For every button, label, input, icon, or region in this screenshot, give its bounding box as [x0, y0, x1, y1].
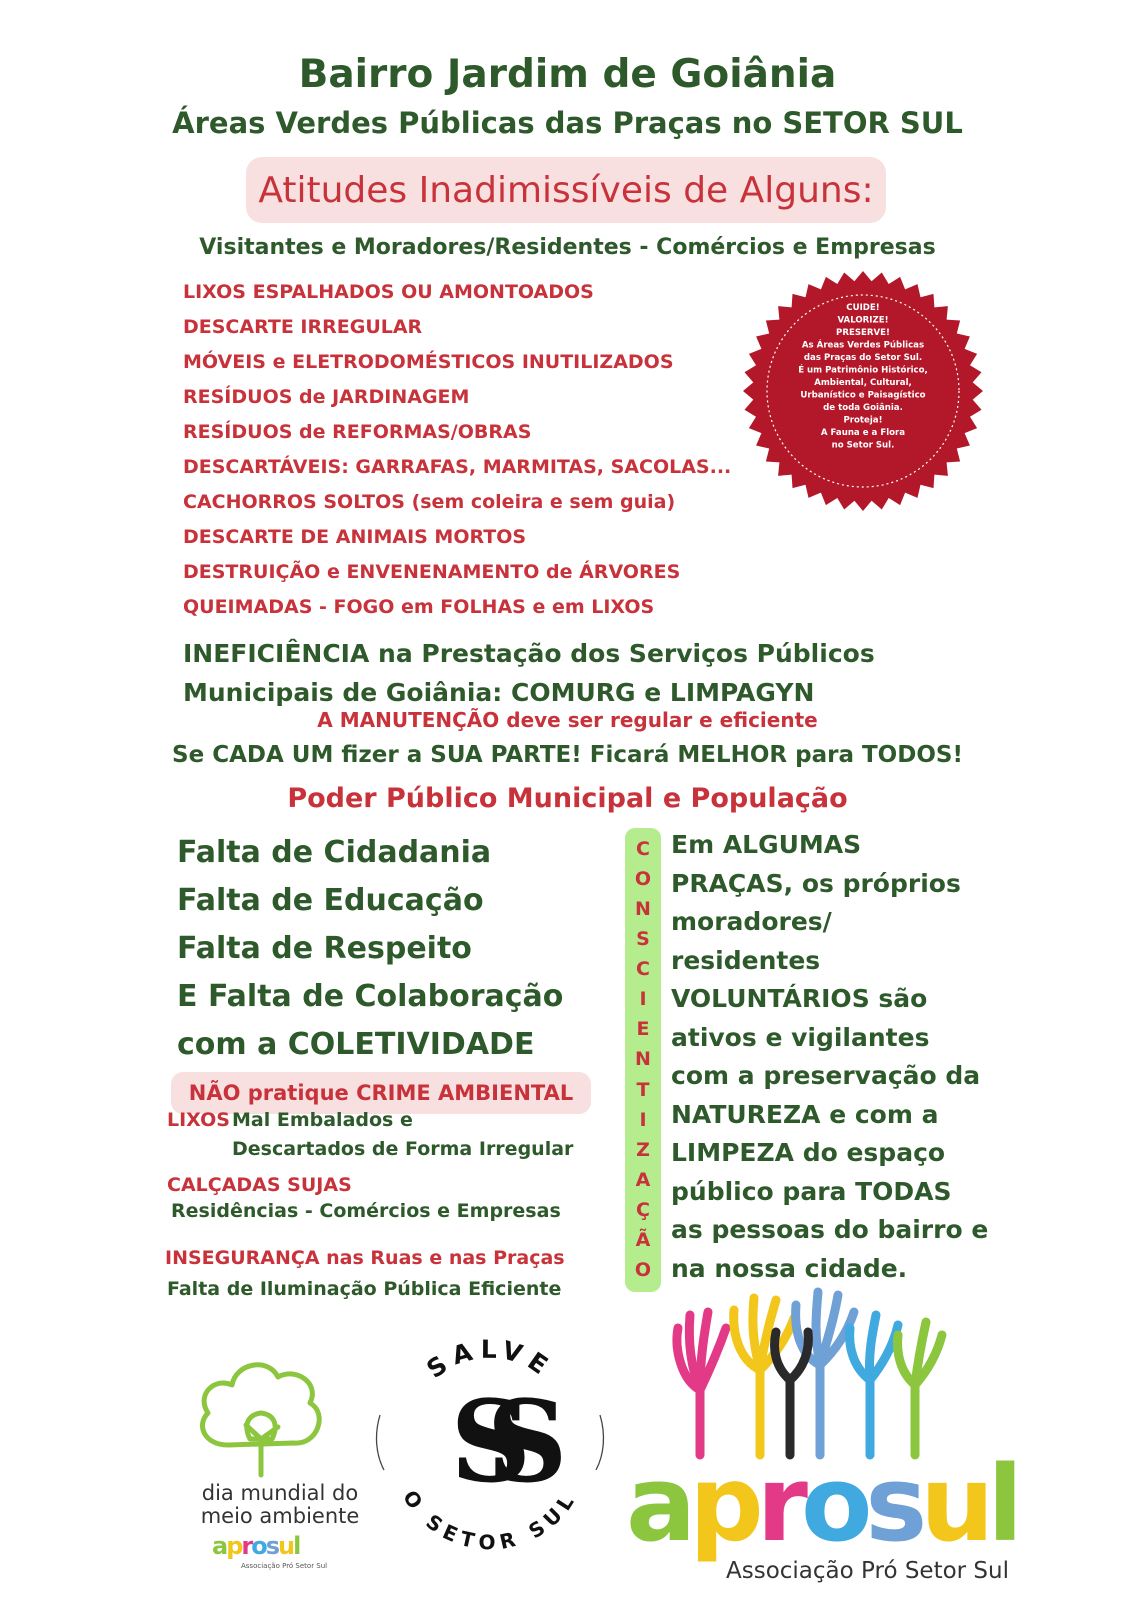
vertical-letter: S: [636, 927, 650, 950]
list-item: DESCARTÁVEIS: GARRAFAS, MARMITAS, SACOLAS...: [183, 456, 732, 478]
seal-text: Ambiental, Cultural,: [814, 378, 912, 388]
salve-setor-sul-logo: [370, 1315, 610, 1575]
inefficiency-block: [183, 634, 875, 712]
text-line: NATUREZA e com a: [671, 1099, 939, 1129]
volunteers-text: [671, 830, 1011, 1292]
seal-text: As Áreas Verdes Públicas: [801, 340, 925, 351]
text-line: público para TODAS: [671, 1176, 952, 1206]
seal-text: A Fauna e a Flora: [820, 428, 906, 438]
lacks-list: [177, 835, 563, 1075]
logo-letter: l: [987, 1443, 1016, 1565]
ornament-left: [377, 1415, 384, 1470]
list-item: DESCARTE DE ANIMAIS MORTOS: [183, 526, 527, 548]
text-line: moradores/: [671, 907, 832, 936]
attitudes-banner: Atitudes Inadimissíveis de Alguns:: [246, 157, 886, 223]
problems-list: [183, 281, 731, 631]
text-line: PRAÇAS, os próprios: [671, 868, 961, 898]
text-line: residentes: [671, 945, 821, 975]
text-line: Em ALGUMAS: [671, 830, 862, 859]
inefficiency-line: INEFICIÊNCIA na Prestação dos Serviços Públicos: [183, 639, 875, 668]
logo-letter: o: [800, 1443, 866, 1565]
env-day-line: dia mundial do: [201, 1481, 359, 1505]
logo-letter: r: [756, 1443, 801, 1565]
seal-text: É um Patrimônio Histórico,: [798, 365, 928, 376]
crime-warning-banner: NÃO pratique CRIME AMBIENTAL: [171, 1072, 591, 1114]
text-line: ativos e vigilantes: [671, 1022, 930, 1052]
vertical-letter: T: [636, 1078, 650, 1101]
vertical-letter: Ã: [635, 1229, 651, 1252]
power-heading: Poder Público Municipal e População: [287, 783, 848, 814]
page-title: Bairro Jardim de Goiânia: [298, 52, 837, 97]
seal-text: Urbanístico e Paisagístico: [800, 390, 926, 401]
logo-letter: r: [241, 1532, 252, 1560]
preserve-seal: [740, 268, 986, 514]
list-item: DESCARTE IRREGULAR: [183, 316, 423, 338]
text-line: LIMPEZA do espaço: [671, 1138, 946, 1167]
lixos-desc-1: Mal Embalados e: [232, 1109, 413, 1131]
salve-bottom-text: O SETOR SUL: [398, 1485, 582, 1555]
list-item: RESÍDUOS de REFORMAS/OBRAS: [183, 421, 532, 443]
env-day-caption: [180, 1482, 380, 1528]
aprosul-logo-text: [626, 1443, 1016, 1565]
lixos-label: LIXOS: [167, 1109, 230, 1131]
vertical-letter: Ç: [636, 1199, 650, 1222]
raised-hands-icon: [660, 1280, 960, 1460]
list-item: E Falta de Colaboração: [177, 979, 564, 1014]
inseguranca-label: INSEGURANÇA nas Ruas e nas Praças: [165, 1247, 565, 1269]
tree-bulb-icon: [186, 1355, 336, 1480]
seal-text: Proteja!: [843, 415, 883, 426]
slogan: Se CADA UM fizer a SUA PARTE! Ficará MELHOR para TODOS!: [172, 742, 963, 768]
vertical-letter: C: [636, 837, 650, 860]
page-subtitle: Áreas Verdes Públicas das Praças no SETOR SUL: [172, 106, 963, 140]
audience-line: Visitantes e Moradores/Residentes - Comércios e Empresas: [199, 235, 936, 260]
list-item: Falta de Respeito: [177, 931, 472, 966]
vertical-letter: N: [635, 897, 651, 920]
inefficiency-line: Municipais de Goiânia: COMURG e LIMPAGYN: [183, 678, 815, 707]
vertical-letter: C: [636, 958, 650, 981]
list-item: CACHORROS SOLTOS (sem coleira e sem guia): [183, 491, 676, 513]
env-day-line: meio ambiente: [200, 1504, 360, 1528]
salve-monogram: SS: [450, 1377, 526, 1508]
vertical-letter: I: [639, 988, 647, 1011]
aprosul-caption: Associação Pró Setor Sul: [726, 1558, 1009, 1584]
logo-letter: l: [293, 1532, 300, 1560]
ornament-right: [596, 1415, 603, 1470]
list-item: DESTRUIÇÃO e ENVENENAMENTO de ÁRVORES: [183, 561, 681, 583]
inseguranca-desc: Falta de Iluminação Pública Eficiente: [167, 1278, 562, 1300]
logo-letter: a: [212, 1532, 227, 1560]
logo-letter: u: [920, 1443, 988, 1565]
seal-text: no Setor Sul.: [831, 440, 895, 451]
logo-letter: a: [626, 1443, 690, 1565]
vertical-letter: A: [635, 1168, 651, 1191]
text-line: na nossa cidade.: [671, 1253, 908, 1283]
list-item: com a COLETIVIDADE: [177, 1027, 535, 1062]
seal-text: VALORIZE!: [837, 315, 889, 326]
calcadas-label: CALÇADAS SUJAS: [167, 1174, 352, 1196]
seal-text: das Praças do Setor Sul.: [803, 353, 923, 363]
salve-top-text: SALVE: [421, 1334, 559, 1384]
vertical-letter: N: [635, 1048, 651, 1071]
logo-letter: s: [265, 1532, 279, 1560]
seal-text: PRESERVE!: [836, 328, 890, 338]
calcadas-desc: Residências - Comércios e Empresas: [171, 1200, 561, 1222]
lixos-desc-2: Descartados de Forma Irregular: [232, 1138, 574, 1160]
list-item: LIXOS ESPALHADOS OU AMONTOADOS: [183, 281, 594, 303]
seal-text: de toda Goiânia.: [823, 403, 903, 413]
vertical-letter: I: [639, 1108, 647, 1131]
vertical-letter: O: [634, 1259, 652, 1282]
aprosul-small-logo: [212, 1534, 299, 1558]
logo-letter: o: [251, 1532, 266, 1560]
text-line: as pessoas do bairro e: [671, 1215, 989, 1244]
list-item: Falta de Cidadania: [177, 835, 492, 870]
logo-letter: u: [278, 1532, 294, 1560]
logo-letter: s: [865, 1443, 921, 1565]
aprosul-small-caption: Associação Pró Setor Sul: [241, 1562, 328, 1570]
maintenance-note: A MANUTENÇÃO deve ser regular e eficiente: [317, 708, 818, 732]
list-item: MÓVEIS e ELETRODOMÉSTICOS INUTILIZADOS: [183, 351, 674, 373]
list-item: QUEIMADAS - FOGO em FOLHAS e em LIXOS: [183, 596, 655, 618]
text-line: VOLUNTÁRIOS são: [671, 984, 928, 1013]
seal-text: CUIDE!: [846, 303, 880, 313]
conscientizacao-vertical: [625, 828, 661, 1292]
logo-letter: p: [689, 1443, 757, 1565]
vertical-letter: Z: [636, 1138, 650, 1161]
text-line: com a preservação da: [671, 1061, 981, 1090]
vertical-letter: E: [636, 1018, 650, 1041]
list-item: Falta de Educação: [177, 883, 484, 918]
logo-letter: p: [226, 1532, 242, 1560]
vertical-letter: O: [634, 867, 652, 890]
list-item: RESÍDUOS de JARDINAGEM: [183, 386, 470, 408]
